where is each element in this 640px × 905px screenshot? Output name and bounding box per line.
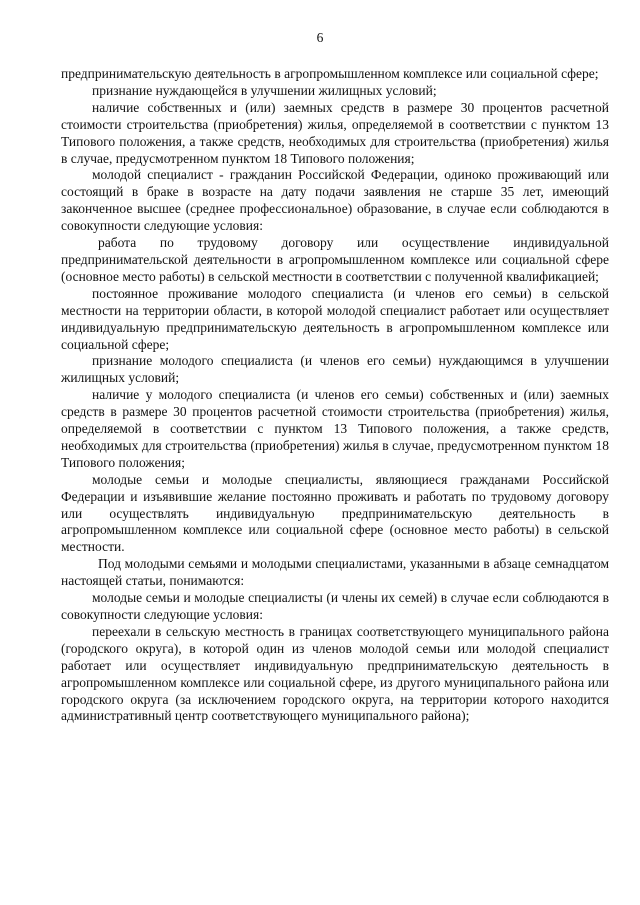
- paragraph: предпринимательскую деятельность в агропромышленном комплексе или социальной сфере;: [61, 66, 599, 81]
- paragraph: наличие у молодого специалиста (и членов его семьи) собственных и (или) заемных средств в размере 30 процентов расчетной стоимости строительства (приобретения) жилья, определяемой в соответствии с пунктом 13 Типового положения, а также средств, необходимых для строительства (приобретения) жилья в случае, предусмотренном пунктом 18 Типового положения;: [61, 387, 609, 470]
- paragraph: признание молодого специалиста (и членов его семьи) нуждающимся в улучшении жилищных условий;: [61, 353, 609, 386]
- paragraph: Под молодыми семьями и молодыми специалистами, указанными в абзаце семнадцатом настоящей статьи, понимаются:: [61, 556, 609, 589]
- paragraph: переехали в сельскую местность в границах соответствующего муниципального района (городского округа), в которой один из членов молодой семьи или молодой специалист работает или осуществляет индивидуальную предпринимательскую деятельность в агропромышленном комплексе или социальной сфере, из другого муниципального района или городского округа (за исключением городского округа, на территории которого находится административный центр соответствующего муниципального района);: [61, 623, 609, 724]
- paragraph: молодые семьи и молодые специалисты, являющиеся гражданами Российской Федерации и изъявившие желание постоянно проживать и работать по трудовому договору или осуществлять индивидуальную предпринимательскую деятельность в агропромышленном комплексе или социальной сфере (основное место работы) в сельской местности.: [61, 471, 609, 555]
- paragraph: наличие собственных и (или) заемных средств в размере 30 процентов расчетной стоимости строительства (приобретения) жилья, определяемой в соответствии с пунктом 13 Типового положения, а также средств, необходимых для строительства (приобретения) жилья в случае, предусмотренном пунктом 18 Типового положения;: [61, 99, 609, 166]
- paragraph: молодой специалист - гражданин Российской Федерации, одиноко проживающий или состоящий в браке в возрасте на дату подачи заявления не старше 35 лет, имеющий законченное высшее (среднее профессиональное) образование, в случае если соблюдаются в совокупности следующие условия:: [61, 167, 609, 234]
- paragraph: постоянное проживание молодого специалиста (и членов его семьи) в сельской местности на территории области, в которой молодой специалист работает или осуществляет индивидуальную предпринимательскую деятельность в агропромышленном комплексе или социальной сфере;: [61, 285, 609, 352]
- paragraph: работа по трудовому договору или осуществление индивидуальной предпринимательской деятельности в агропромышленном комплексе или социальной сфере (основное место работы) в сельской местности в соответствии с полученной квалификацией;: [61, 235, 609, 284]
- document-body: [61, 66, 609, 725]
- paragraph: признание нуждающейся в улучшении жилищных условий;: [92, 82, 437, 98]
- page-number: 6: [316, 30, 324, 45]
- paragraph: молодые семьи и молодые специалисты (и члены их семей) в случае если соблюдаются в совокупности следующие условия:: [61, 590, 609, 622]
